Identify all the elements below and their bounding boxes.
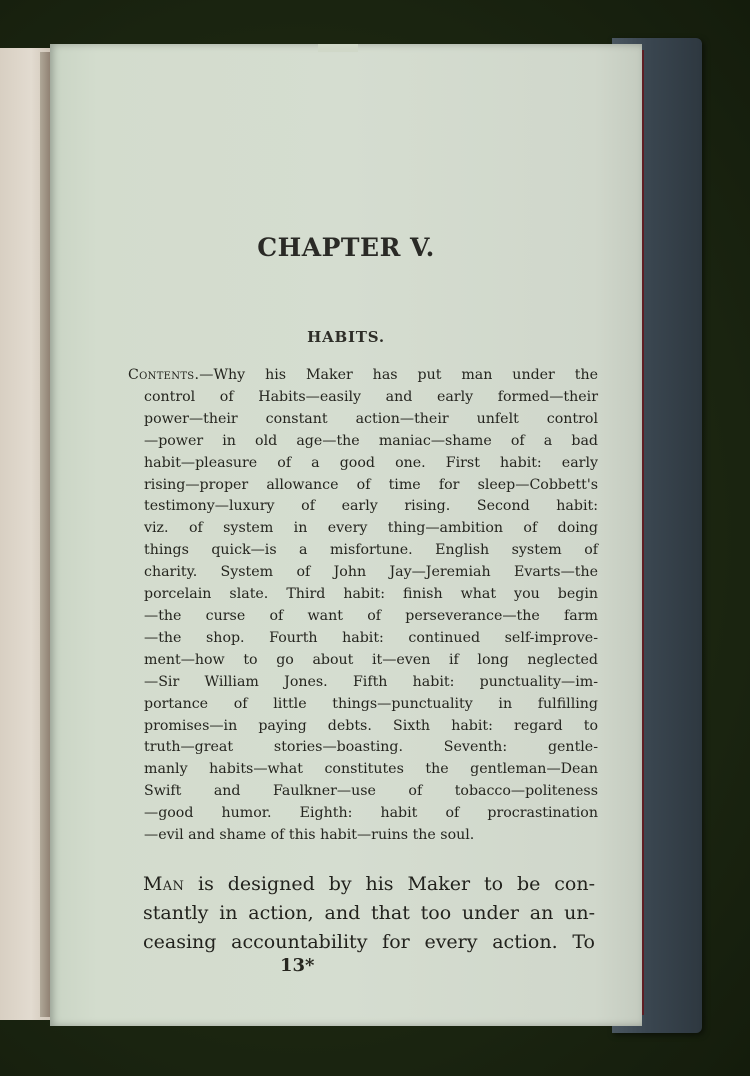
contents-label: Contents.: [128, 367, 200, 383]
contents-line: —the shop. Fourth habit: continued self-improve-: [144, 629, 598, 646]
page-top-tab: [318, 44, 358, 52]
contents-summary: [128, 365, 598, 847]
body-first-word: Man: [143, 873, 185, 895]
contents-line: —good humor. Eighth: habit of procrastination: [144, 805, 598, 822]
contents-line: Contents.—Why his Maker has put man under the: [128, 367, 598, 383]
contents-line: manly habits—what constitutes the gentleman—Dean: [144, 761, 598, 778]
contents-line: control of Habits—easily and early formed—their: [144, 388, 598, 405]
contents-line: testimony—luxury of early rising. Second habit:: [144, 498, 598, 515]
contents-line: promises—in paying debts. Sixth habit: regard to: [144, 717, 598, 734]
chapter-heading: CHAPTER V.: [257, 233, 435, 262]
chapter-subtitle: HABITS.: [307, 328, 385, 346]
contents-line: —power in old age—the maniac—shame of a bad: [144, 432, 598, 449]
contents-line: truth—great stories—boasting. Seventh: gentle-: [144, 739, 598, 756]
body-line: Man is designed by his Maker to be con-: [143, 873, 595, 895]
contents-line: charity. System of John Jay—Jeremiah Evarts—the: [144, 564, 598, 581]
body-line: ceasing accountability for every action. To: [143, 931, 595, 953]
contents-line: porcelain slate. Third habit: finish what you begin: [144, 586, 598, 603]
contents-line: portance of little things—punctuality in fulfilling: [144, 695, 598, 712]
contents-line: things quick—is a misfortune. English system of: [144, 542, 598, 559]
contents-line: —evil and shame of this habit—ruins the soul.: [144, 827, 475, 844]
contents-line: habit—pleasure of a good one. First habit: early: [144, 454, 598, 471]
signature-mark: 13*: [280, 955, 315, 976]
contents-line: —the curse of want of perseverance—the farm: [144, 607, 598, 624]
contents-line: power—their constant action—their unfelt control: [144, 410, 598, 427]
contents-line: ment—how to go about it—even if long neglected: [144, 651, 598, 668]
contents-line: rising—proper allowance of time for sleep—Cobbett's: [144, 476, 598, 493]
contents-line: Swift and Faulkner—use of tobacco—politeness: [144, 783, 598, 800]
contents-line: —Sir William Jones. Fifth habit: punctuality—im-: [144, 673, 598, 690]
contents-line: viz. of system in every thing—ambition of doing: [144, 520, 598, 537]
body-paragraph: [143, 870, 595, 957]
book-page: [50, 44, 642, 1026]
body-line: stantly in action, and that too under an un-: [143, 902, 595, 924]
